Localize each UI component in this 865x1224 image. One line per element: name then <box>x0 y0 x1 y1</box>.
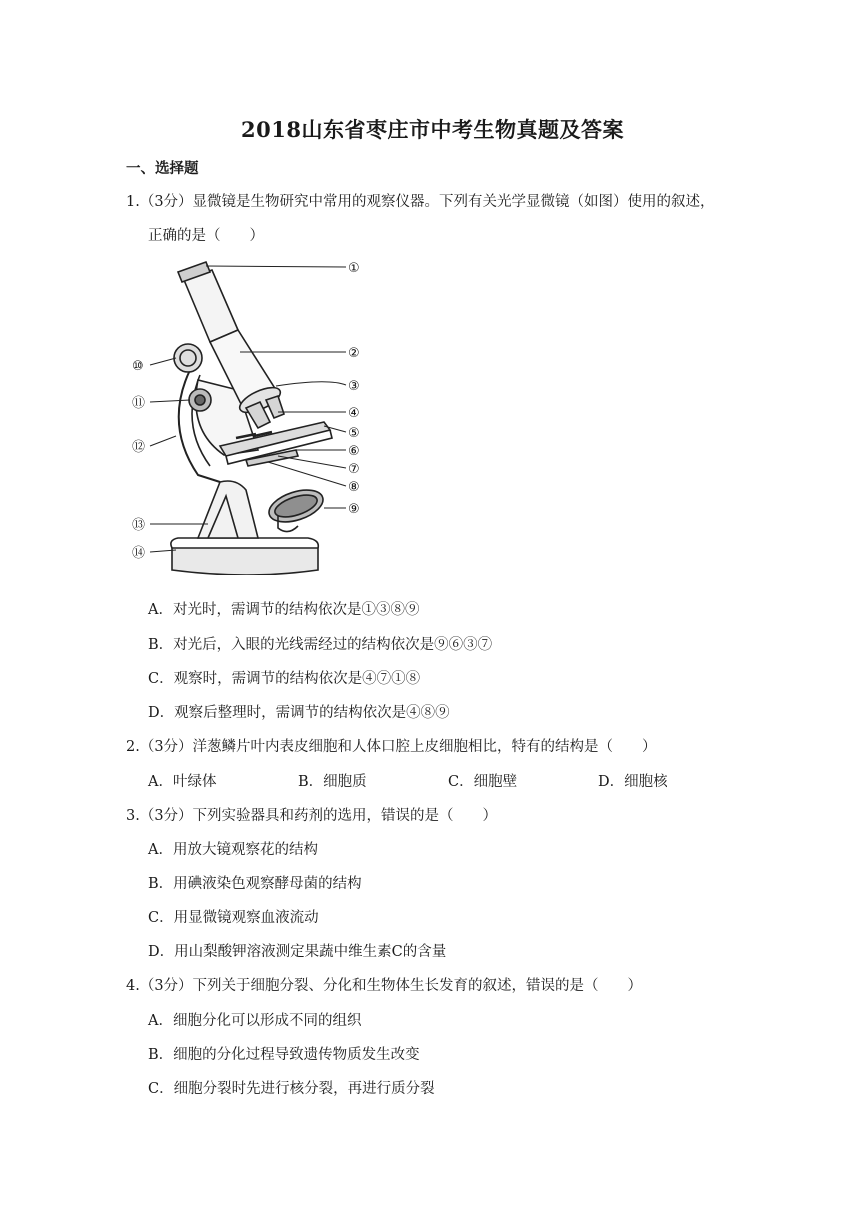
figure-label-6: ⑥ <box>348 444 360 459</box>
figure-label-7: ⑦ <box>348 462 360 477</box>
q2-options-row <box>148 772 748 792</box>
q3-option-b: B．用碘液染色观察酵母菌的结构 <box>148 876 362 892</box>
q1-option-d: D．观察后整理时，需调节的结构依次是④⑧⑨ <box>148 705 450 721</box>
figure-label-13: ⑬ <box>132 518 146 533</box>
figure-label-3: ③ <box>348 379 360 394</box>
q3-option-c: C．用显微镜观察血液流动 <box>148 910 319 926</box>
section-heading: 一、选择题 <box>126 160 199 177</box>
q2-option-c: C．细胞壁 <box>448 774 518 790</box>
page-title: 2018山东省枣庄市中考生物真题及答案 <box>241 117 624 142</box>
q3-option-d: D．用山梨酸钾溶液测定果蔬中维生素C的含量 <box>148 944 447 960</box>
microscope-figure <box>128 250 378 575</box>
figure-label-10: ⑩ <box>132 359 144 374</box>
q2-option-a: A．叶绿体 <box>148 774 217 790</box>
q1-option-a: A．对光时，需调节的结构依次是①③⑧⑨ <box>148 602 420 618</box>
q4-option-a: A．细胞分化可以形成不同的组织 <box>148 1013 362 1029</box>
q4-option-c: C．细胞分裂时先进行核分裂，再进行质分裂 <box>148 1081 435 1097</box>
figure-label-14: ⑭ <box>132 546 146 561</box>
figure-label-11: ⑪ <box>132 396 146 411</box>
q4-option-b: B．细胞的分化过程导致遗传物质发生改变 <box>148 1047 420 1063</box>
question-1-stem-cont: 正确的是（ ） <box>148 228 264 244</box>
figure-label-9: ⑨ <box>348 502 360 517</box>
figure-label-12: ⑫ <box>132 440 146 455</box>
figure-label-4: ④ <box>348 406 360 421</box>
question-3-stem: 3.（3分）下列实验器具和药剂的选用，错误的是（ ） <box>126 808 498 824</box>
figure-label-8: ⑧ <box>348 480 360 495</box>
question-4-stem: 4.（3分）下列关于细胞分裂、分化和生物体生长发育的叙述，错误的是（ ） <box>126 978 643 994</box>
q3-option-a: A．用放大镜观察花的结构 <box>148 842 318 858</box>
figure-label-5: ⑤ <box>348 426 360 441</box>
q1-option-b: B．对光后，入眼的光线需经过的结构依次是⑨⑥③⑦ <box>148 637 493 653</box>
q2-option-d: D．细胞核 <box>598 774 668 790</box>
q1-option-c: C．观察时，需调节的结构依次是④⑦①⑧ <box>148 671 421 687</box>
figure-label-2: ② <box>348 346 360 361</box>
question-1-stem: 1.（3分）显微镜是生物研究中常用的观察仪器。下列有关光学显微镜（如图）使用的叙述， <box>126 194 715 210</box>
figure-label-1: ① <box>348 261 360 276</box>
question-2-stem: 2.（3分）洋葱鳞片叶内表皮细胞和人体口腔上皮细胞相比，特有的结构是（ ） <box>126 739 657 755</box>
q2-option-b: B．细胞质 <box>298 774 367 790</box>
